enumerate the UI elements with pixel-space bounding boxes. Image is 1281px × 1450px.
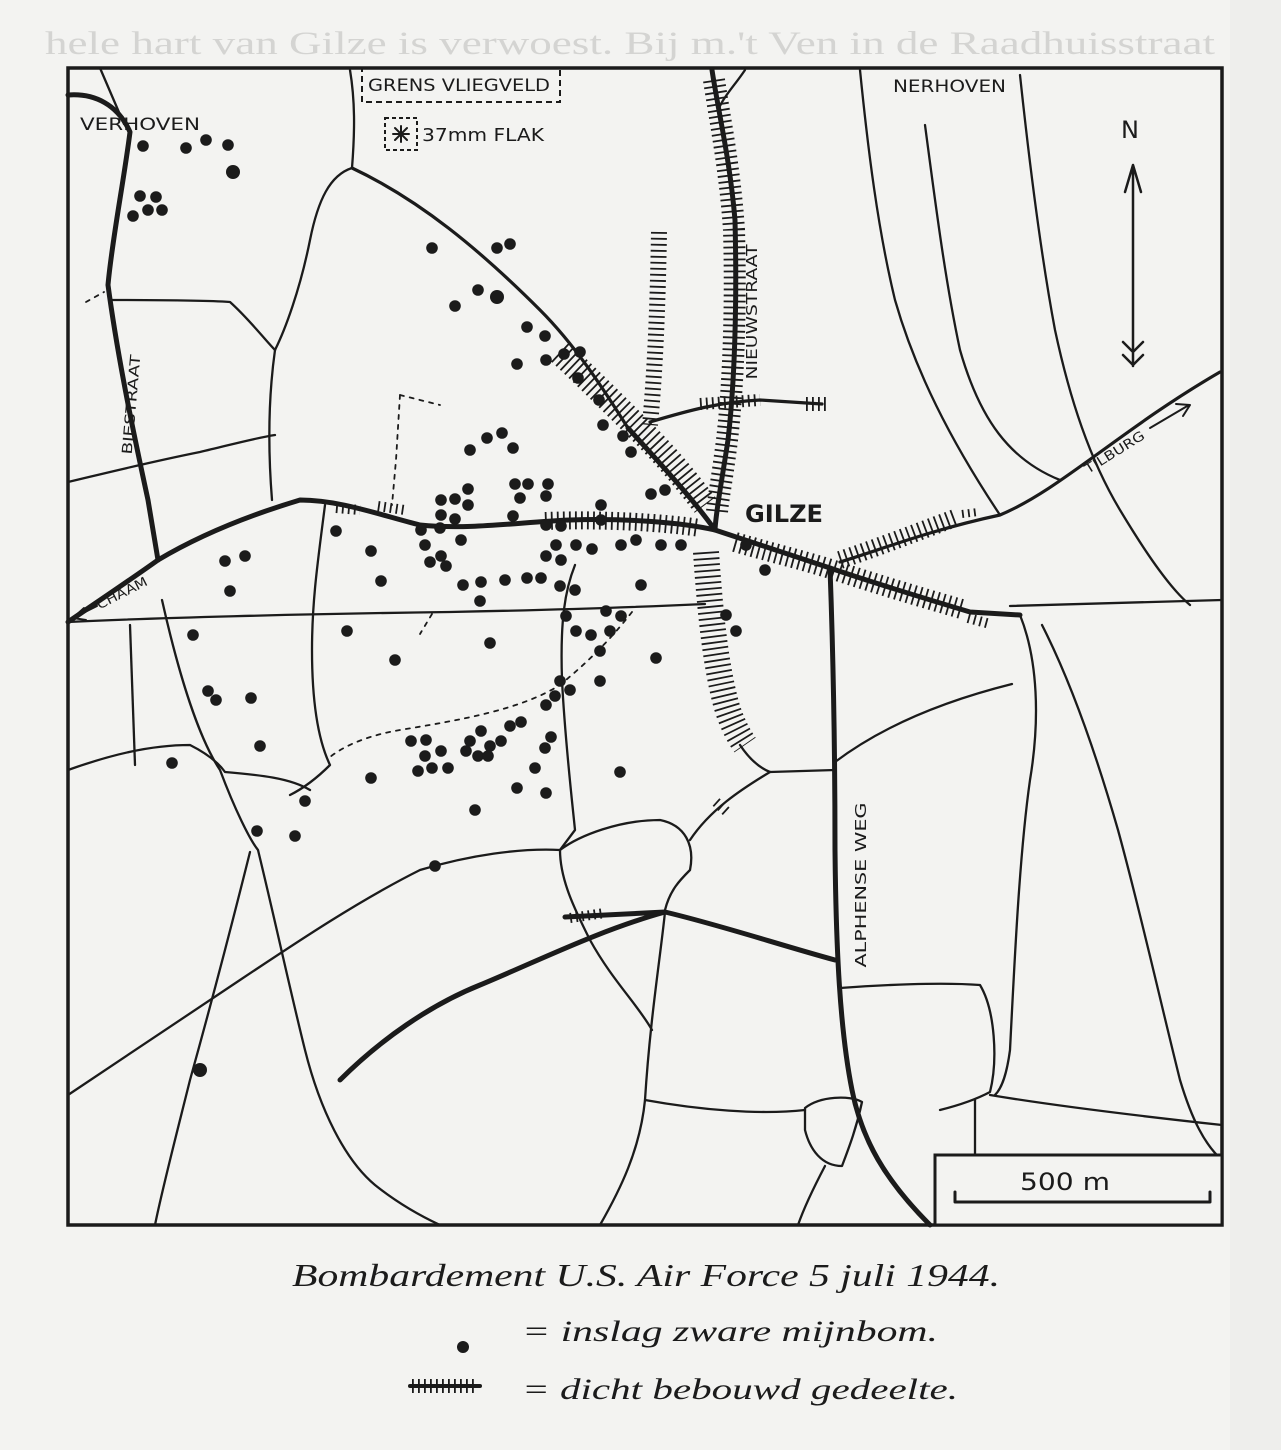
bomb-impact-dot: [449, 493, 461, 505]
bomb-impact-dot: [475, 576, 487, 588]
bomb-impact-dot: [187, 629, 199, 641]
bomb-impact-dot: [617, 430, 629, 442]
bomb-impact-dot: [535, 572, 547, 584]
bomb-impact-dot: [375, 575, 387, 587]
bomb-impact-dot: [570, 539, 582, 551]
bomb-impact-dot: [585, 629, 597, 641]
bomb-impact-dot: [555, 520, 567, 532]
airfield-border-label: GRENS VLIEGVELD: [368, 76, 550, 96]
bomb-impact-dot: [545, 731, 557, 743]
bomb-impact-dot: [210, 694, 222, 706]
bomb-impact-dot: [484, 637, 496, 649]
bomb-impact-dot: [511, 782, 523, 794]
bomb-impact-dot: [593, 394, 605, 406]
bomb-impact-dot: [442, 762, 454, 774]
page-margin: [1230, 0, 1281, 1450]
legend-hatch-text: = dicht bebouwd gedeelte.: [522, 1373, 958, 1406]
bomb-impact-dot: [365, 545, 377, 557]
bomb-impact-dot: [434, 522, 446, 534]
bomb-impact-dot: [289, 830, 301, 842]
bomb-impact-dot: [511, 358, 523, 370]
bomb-impact-dot: [615, 610, 627, 622]
bomb-impact-dot: [202, 685, 214, 697]
bomb-impact-dot: [555, 554, 567, 566]
bomb-impact-dot: [659, 484, 671, 496]
bomb-impact-dot: [475, 725, 487, 737]
map-frame: [68, 68, 1222, 1225]
bomb-impact-dot: [594, 645, 606, 657]
tilburg-label: TILBURG: [1082, 434, 1139, 478]
gilze-label: GILZE: [745, 500, 823, 528]
bomb-impact-dot: [245, 692, 257, 704]
bomb-impact-dot: [496, 427, 508, 439]
bomb-impact-dot: [594, 675, 606, 687]
bomb-impact-dot: [595, 499, 607, 511]
bomb-impact-dot: [142, 204, 154, 216]
bomb-impact-dot: [574, 346, 586, 358]
bomb-impact-dot: [540, 787, 552, 799]
bomb-impact-dot: [341, 625, 353, 637]
bomb-impact-dot: [521, 321, 533, 333]
bomb-impact-dot: [472, 284, 484, 296]
bomb-impact-dot: [462, 499, 474, 511]
bomb-impact-dot: [429, 860, 441, 872]
bomb-impact-dot: [455, 534, 467, 546]
bomb-impact-dot: [460, 745, 472, 757]
bomb-impact-dot: [499, 574, 511, 586]
bomb-impact-dot: [564, 684, 576, 696]
bomb-impact-dot: [482, 750, 494, 762]
bomb-impact-dot: [504, 720, 516, 732]
bomb-impact-dot: [554, 580, 566, 592]
scale-label: 500 m: [1020, 1168, 1110, 1196]
bomb-impact-dot: [540, 550, 552, 562]
bomb-impact-dot: [426, 242, 438, 254]
bomb-impact-dot: [472, 750, 484, 762]
bomb-impact-dot: [435, 550, 447, 562]
bomb-impact-dot: [224, 585, 236, 597]
bomb-impact-dot: [595, 514, 607, 526]
bomb-impact-dot: [464, 444, 476, 456]
north-label: N: [1121, 116, 1139, 144]
bomb-impact-dot: [491, 242, 503, 254]
flak-asterisk-icon: [393, 126, 409, 142]
bomb-impact-dot: [540, 699, 552, 711]
bomb-impact-dot: [222, 139, 234, 151]
bomb-impact-dot: [522, 478, 534, 490]
bomb-impact-dot: [539, 330, 551, 342]
bomb-impact-dot: [569, 584, 581, 596]
bomb-impact-dot: [515, 716, 527, 728]
bomb-impact-dot: [193, 1063, 207, 1077]
bomb-dot-icon: [457, 1341, 469, 1353]
bomb-impact-dot: [435, 745, 447, 757]
bomb-impact-dot: [449, 300, 461, 312]
bomb-impact-dot: [239, 550, 251, 562]
bomb-impact-dot: [509, 478, 521, 490]
bomb-impact-dot: [127, 210, 139, 222]
bomb-impact-dot: [504, 238, 516, 250]
bomb-impact-dot: [419, 750, 431, 762]
bomb-impact-dot: [254, 740, 266, 752]
bomb-impact-dot: [625, 446, 637, 458]
bomb-impact-dot: [730, 625, 742, 637]
bomb-impact-dot: [435, 509, 447, 521]
bomb-impact-dot: [560, 610, 572, 622]
bomb-impact-dot: [226, 165, 240, 179]
bomb-impact-dot: [540, 519, 552, 531]
chaam-label: CHAAM: [94, 577, 145, 614]
bomb-impact-dot: [507, 510, 519, 522]
bomb-impact-dot: [550, 539, 562, 551]
verhoven-label: VERHOVEN: [80, 115, 200, 135]
bomb-impact-dot: [614, 766, 626, 778]
bomb-impact-dot: [759, 564, 771, 576]
caption-title: Bombardement U.S. Air Force 5 juli 1944.: [292, 1257, 1000, 1293]
bomb-impact-dot: [740, 539, 752, 551]
bomb-impact-dot: [481, 432, 493, 444]
bomb-impact-dot: [675, 539, 687, 551]
bomb-impact-dot: [166, 757, 178, 769]
bomb-impact-dot: [540, 354, 552, 366]
bomb-impact-dot: [440, 560, 452, 572]
bomb-impact-dot: [330, 525, 342, 537]
bomb-impact-dot: [419, 539, 431, 551]
bomb-impact-dot: [449, 513, 461, 525]
bomb-impact-dot: [134, 190, 146, 202]
bomb-impact-dot: [251, 825, 263, 837]
bomb-impact-dot: [586, 543, 598, 555]
bomb-impact-dot: [457, 579, 469, 591]
bomb-impact-dot: [572, 372, 584, 384]
bomb-impact-dot: [630, 534, 642, 546]
bomb-impact-dot: [299, 795, 311, 807]
bomb-impact-dot: [540, 490, 552, 502]
bomb-impact-dot: [200, 134, 212, 146]
bomb-impact-dot: [597, 419, 609, 431]
bomb-impact-dot: [549, 690, 561, 702]
bomb-impact-dot: [529, 762, 541, 774]
bomb-impact-dot: [604, 625, 616, 637]
nerhoven-label: NERHOVEN: [893, 77, 1006, 97]
bomb-impact-dot: [490, 290, 504, 304]
bomb-impact-dot: [462, 483, 474, 495]
bomb-impact-dot: [426, 762, 438, 774]
bomb-impact-dot: [424, 556, 436, 568]
bomb-impact-dot: [645, 488, 657, 500]
bomb-impact-dot: [539, 742, 551, 754]
bomb-impact-dot: [521, 572, 533, 584]
alphense-weg-label: ALPHENSE WEG: [852, 848, 870, 968]
flak-label: 37mm FLAK: [422, 125, 546, 146]
bomb-impact-dot: [180, 142, 192, 154]
bomb-impact-dot: [495, 735, 507, 747]
nieuwstraat-label: NIEUWSTRAAT: [743, 271, 761, 380]
bomb-impact-dot: [412, 765, 424, 777]
bomb-impact-dot: [600, 605, 612, 617]
bomb-impact-dot: [415, 524, 427, 536]
bomb-impact-dot: [554, 675, 566, 687]
bomb-impact-dot: [365, 772, 377, 784]
bomb-impact-dot: [514, 492, 526, 504]
legend-bomb-text: = inslag zware mijnbom.: [522, 1315, 938, 1348]
bomb-impact-dot: [464, 735, 476, 747]
bomb-impact-dot: [650, 652, 662, 664]
bleed-through-text: hele hart van Gilze is verwoest. Bij m.'t Ven in de Raadhuisstraat: [45, 26, 1215, 62]
bomb-impact-dot: [469, 804, 481, 816]
biestraat-label: BIESTRAAT: [119, 377, 143, 456]
bomb-impact-dot: [405, 735, 417, 747]
bomb-impact-dot: [219, 555, 231, 567]
bomb-impact-dot: [655, 539, 667, 551]
bomb-impact-dot: [474, 595, 486, 607]
bomb-impact-dot: [542, 478, 554, 490]
bomb-impact-dot: [150, 191, 162, 203]
bomb-impact-dot: [137, 140, 149, 152]
bomb-impact-dot: [720, 609, 732, 621]
bomb-impact-dot: [615, 539, 627, 551]
bomb-impact-dot: [435, 494, 447, 506]
bomb-impact-dot: [484, 740, 496, 752]
bomb-impact-dot: [507, 442, 519, 454]
bomb-impact-dot: [389, 654, 401, 666]
bomb-impact-dot: [558, 348, 570, 360]
bomb-impact-dot: [420, 734, 432, 746]
bomb-impact-dot: [570, 625, 582, 637]
bomb-impact-dot: [635, 579, 647, 591]
bomb-impact-dot: [156, 204, 168, 216]
